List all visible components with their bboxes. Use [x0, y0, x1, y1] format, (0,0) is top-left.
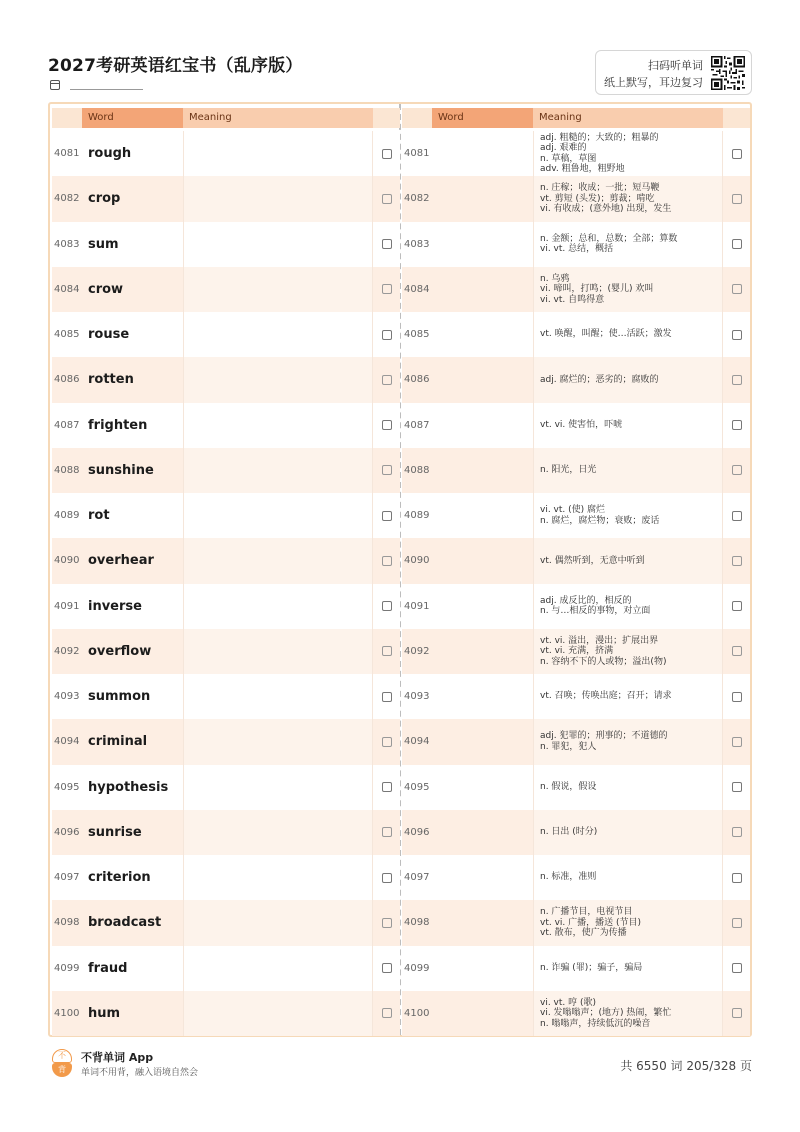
checkbox[interactable] [382, 646, 392, 656]
row-number: 4082 [52, 176, 82, 221]
meaning-text: n. 阳光，日光 [540, 465, 597, 476]
meaning-cell [183, 674, 373, 719]
check-cell [723, 131, 750, 176]
word-cell [432, 538, 533, 583]
meaning-cell [183, 131, 373, 176]
row-number: 4083 [52, 222, 82, 267]
checkbox[interactable] [732, 737, 742, 747]
table-row [52, 176, 400, 221]
word-cell: rough [82, 131, 183, 176]
table-row [402, 222, 750, 267]
header-num-cell [402, 108, 432, 128]
meaning-cell [183, 403, 373, 448]
check-cell [723, 538, 750, 583]
table-row [52, 900, 400, 945]
meaning-text: n. 庄稼；收成；一批；短马鞭 vt. 剪短 (头发)；剪裁；啃吃 vi. 有收成；(意外地) 出现，发生 [540, 183, 672, 215]
meaning-cell [533, 357, 723, 402]
meaning-cell [533, 538, 723, 583]
table-row [52, 267, 400, 312]
qr-caption [604, 57, 703, 91]
meaning-cell [183, 900, 373, 945]
table-row [402, 855, 750, 900]
meaning-cell [533, 131, 723, 176]
checkbox[interactable] [382, 511, 392, 521]
check-cell [723, 403, 750, 448]
qr-line-1: 扫码听单词 [648, 59, 703, 72]
meaning-cell [533, 448, 723, 493]
meaning-cell [183, 719, 373, 764]
word-cell: crop [82, 176, 183, 221]
meaning-text: adj. 成反比的，相反的 n. 与…相反的事物，对立面 [540, 595, 651, 617]
header-word: Word [432, 108, 533, 128]
row-number: 4089 [52, 493, 82, 538]
check-cell [373, 448, 400, 493]
table-row [52, 765, 400, 810]
checkbox[interactable] [382, 330, 392, 340]
meaning-cell [533, 267, 723, 312]
table-row [52, 629, 400, 674]
meaning-cell [533, 493, 723, 538]
check-cell [723, 448, 750, 493]
word-cell [432, 584, 533, 629]
word-cell [432, 357, 533, 402]
row-number: 4093 [402, 674, 432, 719]
word-cell [432, 629, 533, 674]
meaning-cell [533, 312, 723, 357]
date-field [50, 80, 143, 90]
row-number: 4093 [52, 674, 82, 719]
meaning-text: vt. 召唤；传唤出庭；召开；请求 [540, 691, 672, 702]
meaning-text: n. 日出 (时分) [540, 827, 598, 838]
word-cell [432, 312, 533, 357]
word-cell: rouse [82, 312, 183, 357]
word-cell: criterion [82, 855, 183, 900]
check-cell [373, 900, 400, 945]
meaning-cell [183, 855, 373, 900]
check-cell [723, 176, 750, 221]
meaning-text: n. 广播节目，电视节目 vt. vi. 广播，播送 (节目) vt. 散布，使广为传播 [540, 907, 642, 939]
word-cell: sunrise [82, 810, 183, 855]
checkbox[interactable] [732, 1008, 742, 1018]
row-number: 4090 [402, 538, 432, 583]
checkbox[interactable] [382, 601, 392, 611]
meaning-text: adj. 粗糙的；大致的；粗暴的 adj. 艰难的 n. 草稿，草图 adv. 粗鲁地，粗野地 [540, 132, 659, 175]
meaning-cell [533, 900, 723, 945]
word-cell [432, 765, 533, 810]
checkbox[interactable] [382, 284, 392, 294]
checkbox[interactable] [382, 239, 392, 249]
meaning-cell [533, 765, 723, 810]
table-row [402, 946, 750, 991]
page-title: 2027考研英语红宝书（乱序版） [48, 56, 303, 76]
row-number: 4081 [52, 131, 82, 176]
checkbox[interactable] [732, 601, 742, 611]
check-cell [373, 493, 400, 538]
row-number: 4096 [402, 810, 432, 855]
row-number: 4097 [52, 855, 82, 900]
meaning-cell [533, 719, 723, 764]
row-number: 4097 [402, 855, 432, 900]
app-name: 不背单词 App [81, 1051, 154, 1064]
table-row [402, 584, 750, 629]
check-cell [723, 674, 750, 719]
meaning-cell [533, 222, 723, 267]
check-cell [373, 176, 400, 221]
word-cell: broadcast [82, 900, 183, 945]
word-cell [432, 810, 533, 855]
table-row [52, 538, 400, 583]
check-cell [373, 810, 400, 855]
header-num-cell [52, 108, 82, 128]
date-blank-line [70, 80, 143, 90]
word-cell [432, 222, 533, 267]
qr-code-icon[interactable] [711, 56, 745, 90]
check-cell [373, 403, 400, 448]
meaning-cell [183, 991, 373, 1036]
meaning-cell [533, 810, 723, 855]
row-number: 4094 [52, 719, 82, 764]
meaning-text: n. 假说，假设 [540, 781, 597, 792]
row-number: 4099 [402, 946, 432, 991]
checkbox[interactable] [382, 737, 392, 747]
check-cell [373, 674, 400, 719]
check-cell [723, 312, 750, 357]
page-info: 共 6550 词 205/328 页 [620, 1059, 752, 1073]
word-cell [432, 946, 533, 991]
meaning-text: adj. 腐烂的；恶劣的；腐败的 [540, 374, 659, 385]
meaning-cell [533, 946, 723, 991]
check-cell [723, 900, 750, 945]
right-column-half [402, 108, 750, 1035]
check-cell [373, 765, 400, 810]
meaning-cell [183, 267, 373, 312]
app-logo-icon [52, 1049, 72, 1077]
header-meaning: Meaning [183, 108, 373, 128]
row-number: 4088 [402, 448, 432, 493]
row-number: 4087 [402, 403, 432, 448]
word-cell: sunshine [82, 448, 183, 493]
check-cell [723, 493, 750, 538]
table-row [402, 900, 750, 945]
header-check-cell [373, 108, 400, 128]
table-row [52, 946, 400, 991]
checkbox[interactable] [382, 149, 392, 159]
row-number: 4084 [52, 267, 82, 312]
word-cell: criminal [82, 719, 183, 764]
row-number: 4084 [402, 267, 432, 312]
check-cell [373, 267, 400, 312]
row-number: 4086 [402, 357, 432, 402]
table-row [52, 312, 400, 357]
row-number: 4083 [402, 222, 432, 267]
check-cell [373, 357, 400, 402]
header-word: Word [82, 108, 183, 128]
table-row [402, 357, 750, 402]
table-header-left [52, 108, 400, 128]
table-row [402, 176, 750, 221]
meaning-text: vt. vi. 使害怕，吓唬 [540, 419, 623, 430]
row-number: 4096 [52, 810, 82, 855]
table-row [52, 674, 400, 719]
meaning-cell [183, 357, 373, 402]
word-cell: overflow [82, 629, 183, 674]
row-number: 4088 [52, 448, 82, 493]
row-number: 4090 [52, 538, 82, 583]
meaning-cell [533, 584, 723, 629]
row-number: 4081 [402, 131, 432, 176]
check-cell [373, 584, 400, 629]
word-cell: rot [82, 493, 183, 538]
word-cell [432, 991, 533, 1036]
word-cell: summon [82, 674, 183, 719]
word-cell [432, 900, 533, 945]
check-cell [723, 267, 750, 312]
checkbox[interactable] [382, 918, 392, 928]
check-cell [373, 312, 400, 357]
table-row [52, 719, 400, 764]
check-cell [373, 629, 400, 674]
meaning-cell [183, 629, 373, 674]
meaning-cell [533, 629, 723, 674]
meaning-text: n. 诈骗 (罪)；骗子，骗局 [540, 962, 643, 973]
checkbox[interactable] [382, 782, 392, 792]
vocab-table [48, 102, 752, 1037]
table-row [52, 448, 400, 493]
word-cell: fraud [82, 946, 183, 991]
meaning-cell [183, 312, 373, 357]
row-number: 4098 [402, 900, 432, 945]
right-rows [402, 131, 750, 1036]
checkbox[interactable] [732, 149, 742, 159]
table-row [402, 493, 750, 538]
checkbox[interactable] [732, 556, 742, 566]
meaning-text: n. 标准，准则 [540, 872, 597, 883]
table-row [402, 131, 750, 176]
table-row [52, 584, 400, 629]
page-footer [48, 1046, 752, 1082]
checkbox[interactable] [382, 873, 392, 883]
checkbox[interactable] [382, 1008, 392, 1018]
word-cell: rotten [82, 357, 183, 402]
check-cell [373, 991, 400, 1036]
table-row [402, 312, 750, 357]
check-cell [373, 222, 400, 267]
checkbox[interactable] [732, 330, 742, 340]
check-cell [373, 131, 400, 176]
meaning-cell [183, 176, 373, 221]
table-row [402, 267, 750, 312]
check-cell [723, 222, 750, 267]
header-check-cell [723, 108, 750, 128]
checkbox[interactable] [732, 420, 742, 430]
word-cell: frighten [82, 403, 183, 448]
row-number: 4092 [402, 629, 432, 674]
check-cell [373, 946, 400, 991]
left-column-half [52, 108, 400, 1035]
table-row [402, 629, 750, 674]
table-row [52, 855, 400, 900]
qr-line-2: 纸上默写，耳边复习 [604, 76, 703, 89]
word-cell [432, 493, 533, 538]
word-cell: sum [82, 222, 183, 267]
table-row [52, 493, 400, 538]
row-number: 4100 [402, 991, 432, 1036]
table-row [402, 719, 750, 764]
checkbox[interactable] [732, 782, 742, 792]
row-number: 4082 [402, 176, 432, 221]
meaning-cell [533, 991, 723, 1036]
table-row [402, 810, 750, 855]
table-header-right [402, 108, 750, 128]
row-number: 4085 [402, 312, 432, 357]
checkbox[interactable] [732, 375, 742, 385]
table-row [52, 222, 400, 267]
meaning-cell [533, 403, 723, 448]
row-number: 4091 [52, 584, 82, 629]
checkbox[interactable] [732, 646, 742, 656]
table-row [52, 810, 400, 855]
meaning-cell [533, 674, 723, 719]
word-cell [432, 448, 533, 493]
table-row [402, 538, 750, 583]
checkbox[interactable] [732, 239, 742, 249]
checkbox[interactable] [382, 827, 392, 837]
check-cell [723, 946, 750, 991]
word-cell [432, 403, 533, 448]
checkbox[interactable] [382, 556, 392, 566]
row-number: 4085 [52, 312, 82, 357]
check-cell [723, 765, 750, 810]
meaning-text: vt. 偶然听到，无意中听到 [540, 555, 645, 566]
word-cell [432, 176, 533, 221]
meaning-text: vt. 唤醒，叫醒；使…活跃；激发 [540, 329, 672, 340]
row-number: 4098 [52, 900, 82, 945]
row-number: 4086 [52, 357, 82, 402]
checkbox[interactable] [382, 692, 392, 702]
word-cell: crow [82, 267, 183, 312]
check-cell [723, 629, 750, 674]
meaning-cell [183, 810, 373, 855]
meaning-cell [533, 855, 723, 900]
check-cell [373, 719, 400, 764]
checkbox[interactable] [382, 375, 392, 385]
meaning-text: vi. vt. (使) 腐烂 n. 腐烂，腐烂物；衰败；废话 [540, 505, 660, 526]
row-number: 4087 [52, 403, 82, 448]
meaning-text: vt. vi. 溢出，漫出；扩展出界 vt. vi. 充满，挤满 n. 容纳不下的人或物；溢出(物) [540, 635, 667, 667]
meaning-text: n. 金额；总和，总数；全部；算数 vi. vt. 总结，概括 [540, 233, 678, 255]
logo-bottom: 背 [52, 1063, 72, 1077]
checkbox[interactable] [732, 827, 742, 837]
table-row [402, 674, 750, 719]
checkbox[interactable] [382, 465, 392, 475]
word-cell [432, 674, 533, 719]
word-cell [432, 855, 533, 900]
word-cell [432, 131, 533, 176]
checkbox[interactable] [382, 420, 392, 430]
check-cell [723, 719, 750, 764]
table-row [52, 991, 400, 1036]
word-cell: hypothesis [82, 765, 183, 810]
meaning-cell [183, 493, 373, 538]
checkbox[interactable] [732, 511, 742, 521]
checkbox[interactable] [732, 465, 742, 475]
meaning-cell [533, 176, 723, 221]
checkbox[interactable] [732, 873, 742, 883]
word-cell: inverse [82, 584, 183, 629]
calendar-icon [50, 80, 60, 90]
check-cell [723, 991, 750, 1036]
checkbox[interactable] [732, 918, 742, 928]
checkbox[interactable] [382, 963, 392, 973]
table-row [52, 131, 400, 176]
meaning-text: n. 乌鸦 vi. 啼叫，打鸣；(婴儿) 欢叫 vi. vt. 自鸣得意 [540, 273, 654, 305]
row-number: 4095 [402, 765, 432, 810]
meaning-text: adj. 犯罪的；刑事的；不道德的 n. 罪犯，犯人 [540, 731, 668, 752]
table-row [52, 403, 400, 448]
page-header [48, 48, 752, 100]
check-cell [723, 855, 750, 900]
checkbox[interactable] [732, 194, 742, 204]
table-row [402, 991, 750, 1036]
meaning-cell [183, 448, 373, 493]
checkbox[interactable] [732, 284, 742, 294]
check-cell [723, 357, 750, 402]
row-number: 4099 [52, 946, 82, 991]
meaning-text: vi. vt. 哼 (歌) vi. 发嗡嗡声；(地方) 热闹，繁忙 n. 嗡嗡声，持续低沉的噪音 [540, 997, 672, 1029]
word-cell: hum [82, 991, 183, 1036]
table-row [402, 448, 750, 493]
left-rows [52, 131, 400, 1036]
word-cell [432, 719, 533, 764]
logo-top: 不 [52, 1049, 72, 1063]
table-row [402, 403, 750, 448]
checkbox[interactable] [732, 963, 742, 973]
check-cell [373, 855, 400, 900]
qr-audio-box[interactable] [595, 50, 752, 95]
row-number: 4091 [402, 584, 432, 629]
meaning-cell [183, 222, 373, 267]
check-cell [723, 584, 750, 629]
row-number: 4092 [52, 629, 82, 674]
row-number: 4100 [52, 991, 82, 1036]
word-cell [432, 267, 533, 312]
header-meaning: Meaning [533, 108, 723, 128]
check-cell [373, 538, 400, 583]
word-cell: overhear [82, 538, 183, 583]
checkbox[interactable] [732, 692, 742, 702]
meaning-cell [183, 765, 373, 810]
app-slogan: 单词不用背，融入语境自然会 [81, 1068, 199, 1078]
table-row [52, 357, 400, 402]
check-cell [723, 810, 750, 855]
row-number: 4094 [402, 719, 432, 764]
checkbox[interactable] [382, 194, 392, 204]
row-number: 4095 [52, 765, 82, 810]
meaning-cell [183, 584, 373, 629]
meaning-cell [183, 538, 373, 583]
row-number: 4089 [402, 493, 432, 538]
table-row [402, 765, 750, 810]
meaning-cell [183, 946, 373, 991]
